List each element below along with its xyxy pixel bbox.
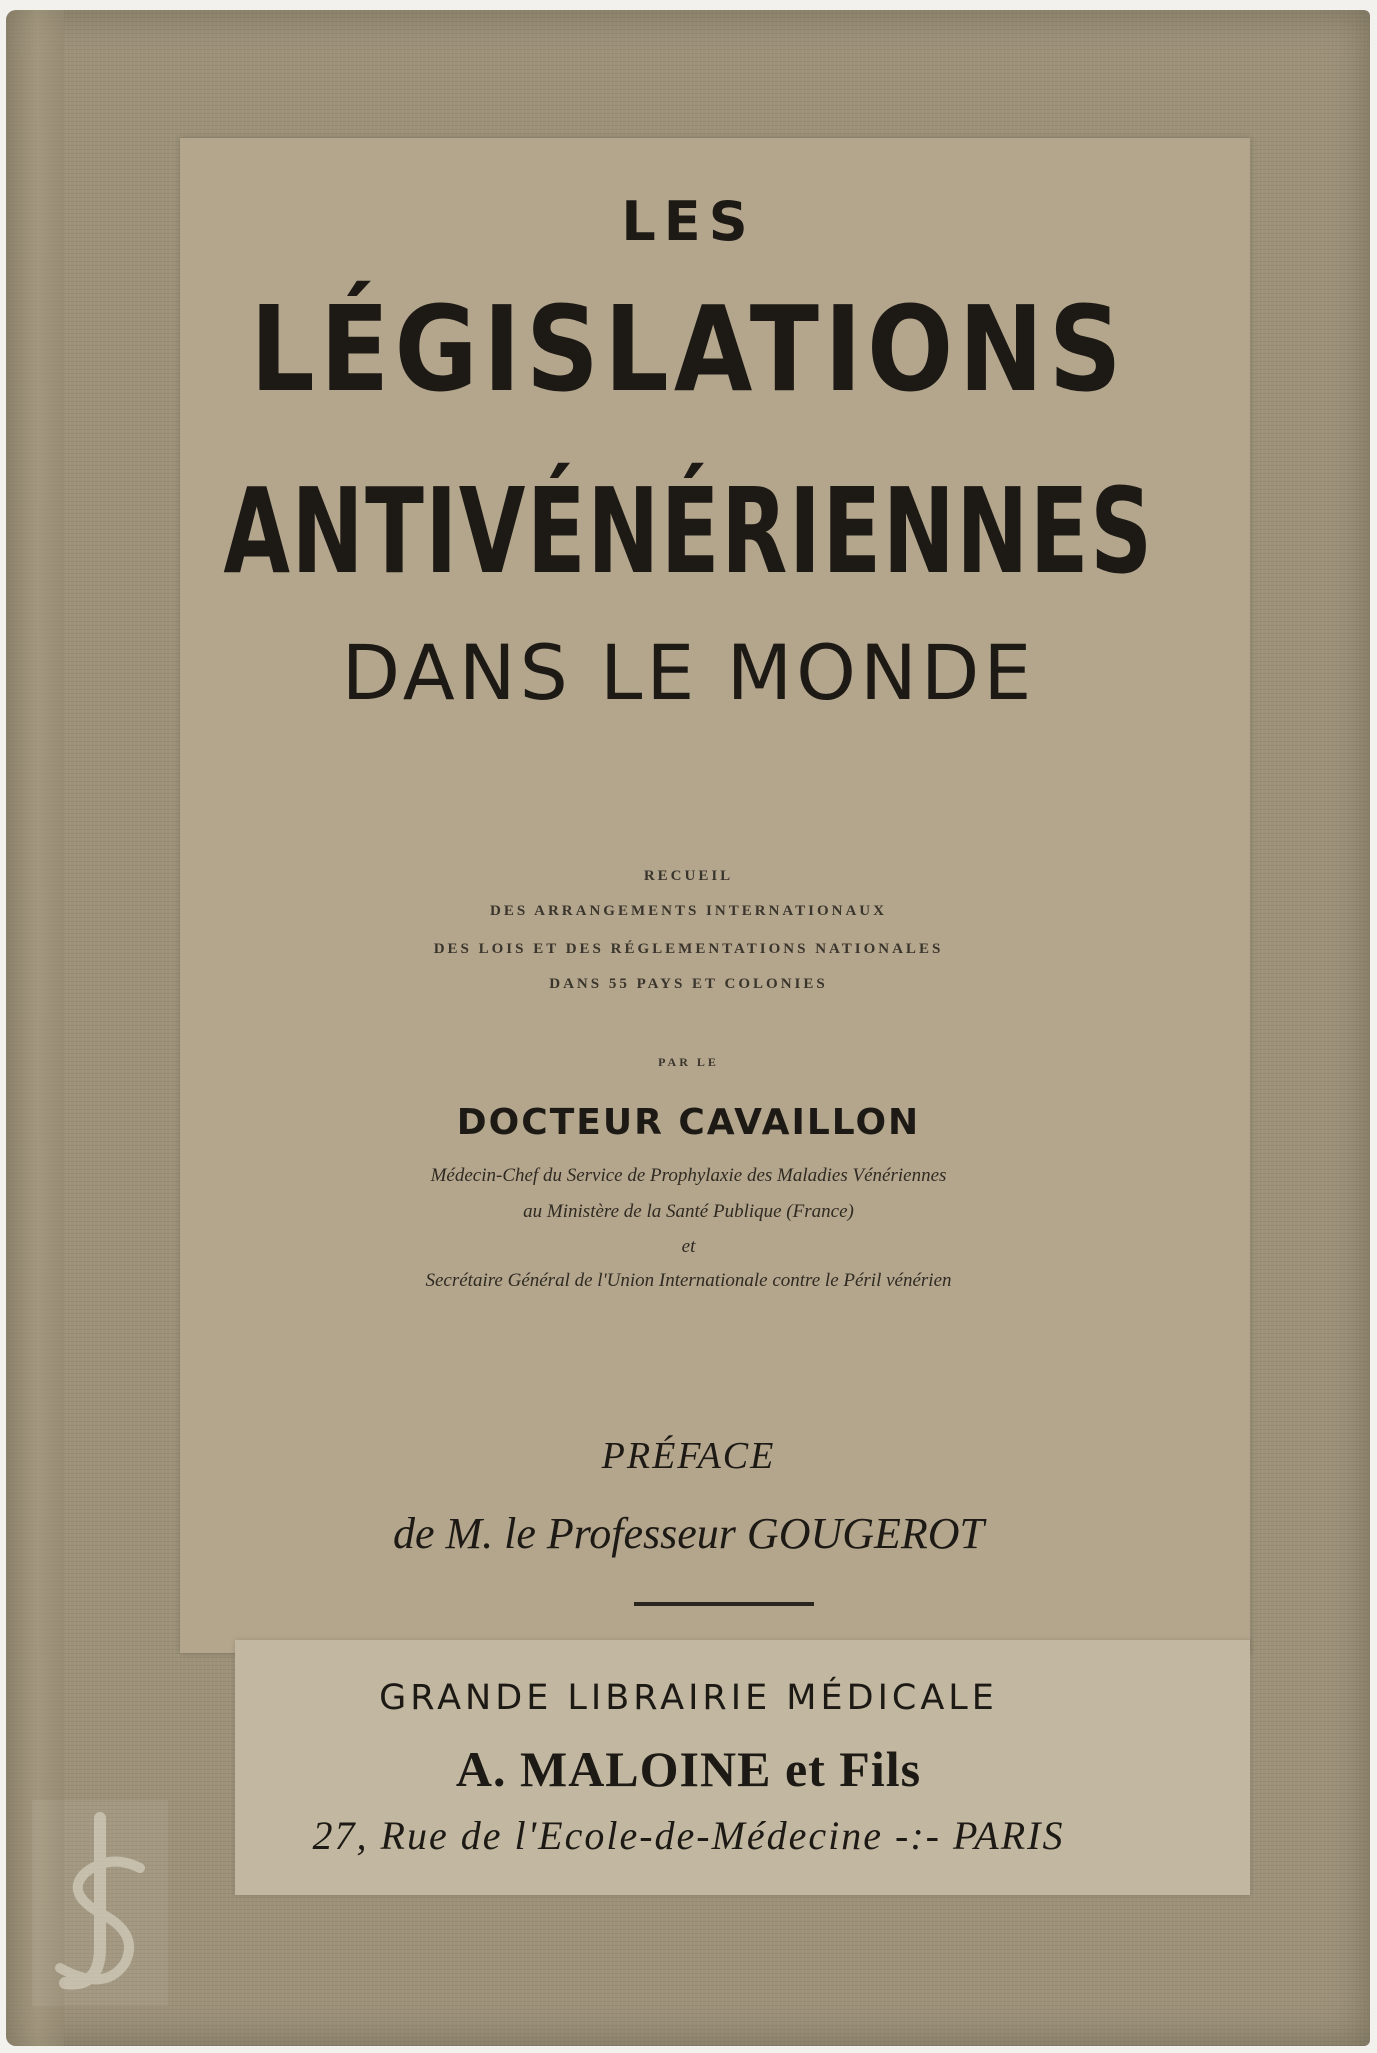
- subtitle-recueil: RECUEIL: [643, 868, 734, 884]
- author-title-1: Médecin-Chef du Service de Prophylaxie des Maladies Vénériennes: [430, 1165, 947, 1186]
- preface-heading: PRÉFACE: [601, 1435, 776, 1477]
- author-title-et: et: [681, 1236, 696, 1257]
- publisher-line-2: A. MALOINE et Fils: [455, 1741, 922, 1797]
- title-line-dans-le-monde: DANS LE MONDE: [341, 628, 1036, 717]
- subtitle-lois: DES LOIS ET DES RÉGLEMENTATIONS NATIONALES: [433, 941, 944, 957]
- preface-author: de M. le Professeur GOUGEROT: [392, 1509, 985, 1558]
- author-title-3: Secrétaire Général de l'Union Internationale contre le Péril vénérien: [425, 1270, 952, 1291]
- publisher-line-3: 27, Rue de l'Ecole-de-Médecine -:- PARIS: [312, 1813, 1065, 1858]
- author-name: DOCTEUR CAVAILLON: [456, 1102, 921, 1143]
- publisher-line-1: GRANDE LIBRAIRIE MÉDICALE: [379, 1678, 998, 1718]
- divider-rule: [634, 1602, 814, 1606]
- subtitle-pays: DANS 55 PAYS ET COLONIES: [549, 976, 828, 992]
- title-line-legislations: LÉGISLATIONS: [250, 280, 1127, 418]
- title-line-antiveneriennes: ANTIVÉNÉRIENNES: [223, 462, 1154, 600]
- js-monogram-icon: [30, 1798, 170, 2008]
- author-title-2: au Ministère de la Santé Publique (France): [523, 1201, 854, 1222]
- par-le: PAR LE: [658, 1055, 719, 1069]
- title-line-les: LES: [621, 190, 756, 253]
- subtitle-arrangements: DES ARRANGEMENTS INTERNATIONAUX: [490, 903, 887, 919]
